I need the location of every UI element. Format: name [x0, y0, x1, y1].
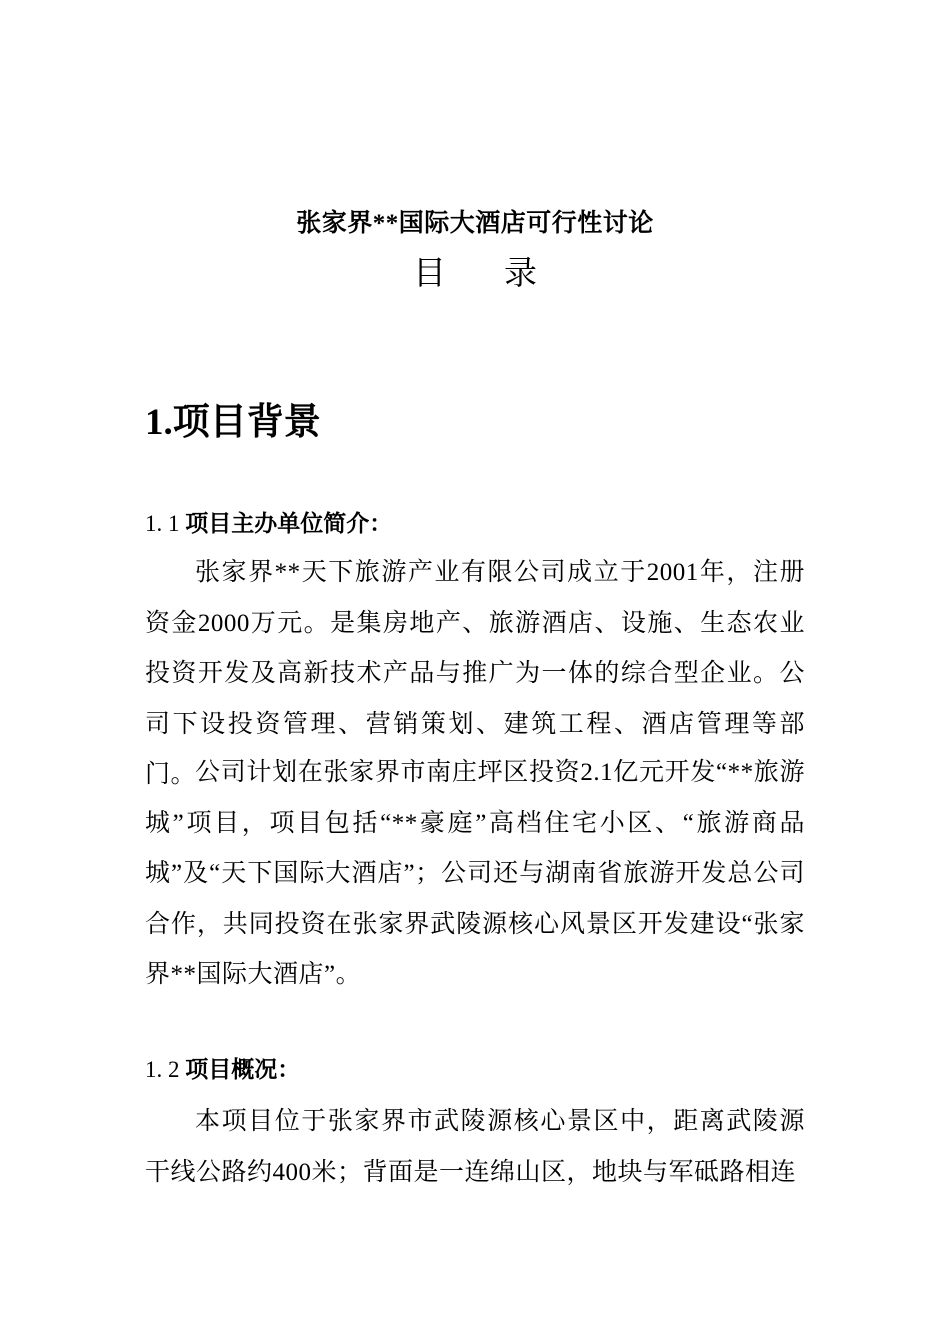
paragraph-company-intro: 张家界**天下旅游产业有限公司成立于2001年，注册资金2000万元。是集房地产、旅游酒店、设施、生态农业投资开发及高新技术产品与推广为一体的综合型企业。公司下设投资管理、营销策划、建筑工程、酒店管理等部门。	[145, 559, 805, 789]
subsection-number: 1. 1	[145, 511, 186, 536]
table-of-contents-title	[0, 251, 950, 297]
subsection-heading-project-overview	[145, 1053, 300, 1087]
subsection-label: 项目主办单位简介：	[185, 511, 393, 536]
paragraph-project-location: 本项目位于张家界市武陵源核心景区中，距离武陵源干线公路约400米；背面是一连绵山区，地块与军砥路相连	[145, 1108, 805, 1186]
toc-title-char-1: 目	[413, 256, 446, 292]
toc-title-char-2: 录	[504, 256, 537, 292]
paragraph-company-plan: 公司计划在张家界市南庄坪区投资2.1亿元开发“**旅游城”项目，项目包括“**豪庭”高档住宅小区、“旅游商品城”及“天下国际大酒店”；公司还与湖南省旅游开发总公司合作，共同投资在张家界武陵源核心风景区开发建设“张家界**国际大酒店”。	[145, 759, 805, 989]
subsection-heading-sponsor-intro	[145, 507, 392, 541]
subsection-number: 1. 2	[145, 1057, 186, 1082]
document-title: 张家界**国际大酒店可行性讨论	[296, 210, 654, 237]
section-heading-project-background: 1.项目背景	[145, 402, 321, 443]
subsection-label: 项目概况：	[185, 1057, 301, 1082]
